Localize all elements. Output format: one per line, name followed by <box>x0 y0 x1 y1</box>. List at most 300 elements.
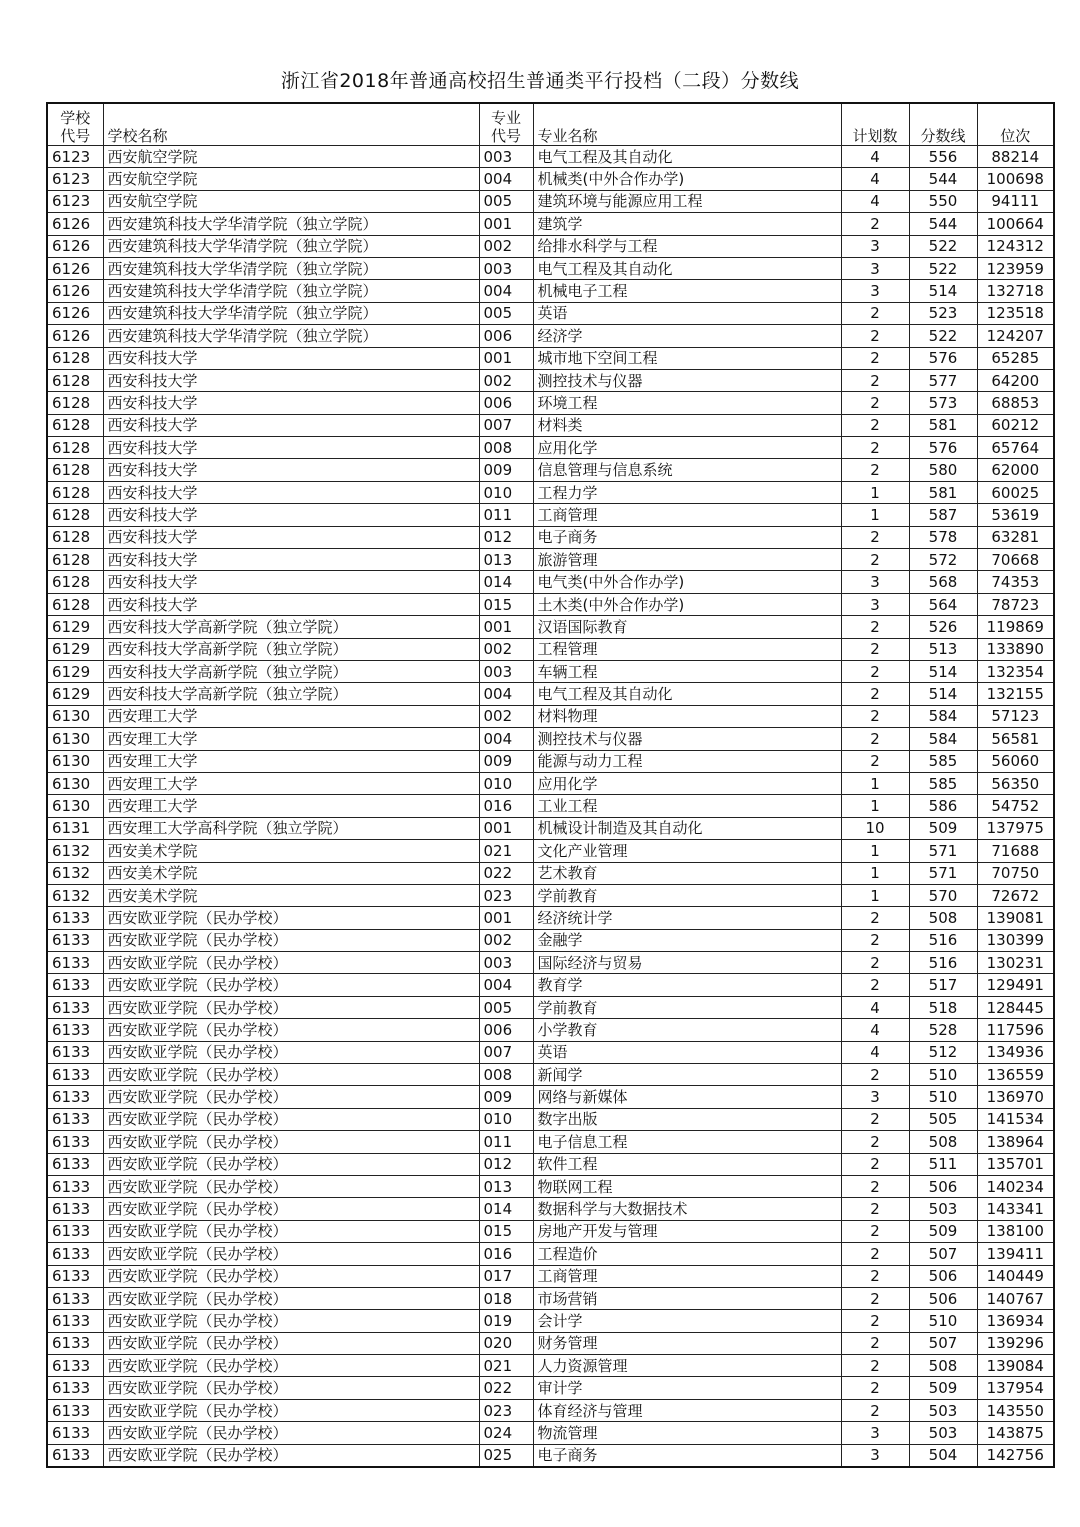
score-cell: 504 <box>909 1444 977 1467</box>
score-cell: 517 <box>909 974 977 996</box>
table-row <box>47 1198 1054 1220</box>
rank-cell: 130231 <box>977 952 1054 974</box>
school-name-cell: 西安欧亚学院（民办学校） <box>103 996 479 1018</box>
major-code-cell: 023 <box>479 1399 533 1421</box>
school-code-cell: 6133 <box>47 1355 103 1377</box>
major-code-cell: 002 <box>479 705 533 727</box>
school-name-cell: 西安建筑科技大学华清学院（独立学院） <box>103 302 479 324</box>
major-name-cell: 建筑学 <box>533 213 841 235</box>
rank-cell: 56060 <box>977 750 1054 772</box>
major-code-cell: 010 <box>479 1108 533 1130</box>
table-row <box>47 1086 1054 1108</box>
score-cell: 576 <box>909 347 977 369</box>
school-name-cell: 西安科技大学 <box>103 392 479 414</box>
school-code-cell: 6130 <box>47 772 103 794</box>
school-name-cell: 西安建筑科技大学华清学院（独立学院） <box>103 325 479 347</box>
school-name-cell: 西安科技大学 <box>103 437 479 459</box>
school-code-cell: 6133 <box>47 952 103 974</box>
major-name-cell: 英语 <box>533 1041 841 1063</box>
score-cell: 503 <box>909 1198 977 1220</box>
major-code-cell: 004 <box>479 974 533 996</box>
school-name-cell: 西安美术学院 <box>103 840 479 862</box>
table-row <box>47 616 1054 638</box>
score-cell: 544 <box>909 168 977 190</box>
school-name-cell: 西安欧亚学院（民办学校） <box>103 1265 479 1287</box>
school-name-cell: 西安科技大学 <box>103 549 479 571</box>
table-row <box>47 1220 1054 1242</box>
school-name-cell: 西安科技大学 <box>103 347 479 369</box>
table-row <box>47 772 1054 794</box>
header-score: 分数线 <box>909 103 977 146</box>
plan-cell: 2 <box>841 1220 909 1242</box>
score-cell: 571 <box>909 840 977 862</box>
school-name-cell: 西安建筑科技大学华清学院（独立学院） <box>103 235 479 257</box>
school-name-cell: 西安欧亚学院（民办学校） <box>103 1153 479 1175</box>
school-code-cell: 6128 <box>47 526 103 548</box>
school-code-cell: 6133 <box>47 907 103 929</box>
school-code-cell: 6133 <box>47 1019 103 1041</box>
score-cell: 526 <box>909 616 977 638</box>
score-cell: 581 <box>909 481 977 503</box>
major-name-cell: 国际经济与贸易 <box>533 952 841 974</box>
table-row <box>47 660 1054 682</box>
major-name-cell: 电子信息工程 <box>533 1131 841 1153</box>
score-cell: 508 <box>909 1355 977 1377</box>
table-row <box>47 146 1054 168</box>
school-name-cell: 西安欧亚学院（民办学校） <box>103 952 479 974</box>
major-code-cell: 001 <box>479 347 533 369</box>
header-school-code: 学校 代号 <box>47 103 103 146</box>
school-name-cell: 西安理工大学 <box>103 728 479 750</box>
rank-cell: 88214 <box>977 146 1054 168</box>
rank-cell: 137975 <box>977 817 1054 839</box>
table-row <box>47 1243 1054 1265</box>
rank-cell: 60025 <box>977 481 1054 503</box>
rank-cell: 63281 <box>977 526 1054 548</box>
plan-cell: 2 <box>841 369 909 391</box>
school-code-cell: 6133 <box>47 1332 103 1354</box>
plan-cell: 2 <box>841 347 909 369</box>
table-row <box>47 705 1054 727</box>
score-cell: 522 <box>909 325 977 347</box>
score-table <box>46 102 1055 1468</box>
school-code-cell: 6133 <box>47 1153 103 1175</box>
major-code-cell: 003 <box>479 660 533 682</box>
rank-cell: 133890 <box>977 638 1054 660</box>
score-cell: 564 <box>909 593 977 615</box>
school-code-cell: 6123 <box>47 190 103 212</box>
school-code-cell: 6128 <box>47 459 103 481</box>
plan-cell: 1 <box>841 884 909 906</box>
school-name-cell: 西安欧亚学院（民办学校） <box>103 1131 479 1153</box>
table-row <box>47 1332 1054 1354</box>
plan-cell: 2 <box>841 1287 909 1309</box>
table-row <box>47 213 1054 235</box>
school-name-cell: 西安欧亚学院（民办学校） <box>103 929 479 951</box>
school-name-cell: 西安理工大学 <box>103 750 479 772</box>
rank-cell: 132354 <box>977 660 1054 682</box>
major-code-cell: 002 <box>479 235 533 257</box>
school-name-cell: 西安科技大学 <box>103 526 479 548</box>
school-name-cell: 西安理工大学 <box>103 705 479 727</box>
plan-cell: 3 <box>841 257 909 279</box>
rank-cell: 100698 <box>977 168 1054 190</box>
header-rank: 位次 <box>977 103 1054 146</box>
major-code-cell: 003 <box>479 257 533 279</box>
score-cell: 584 <box>909 728 977 750</box>
table-row <box>47 840 1054 862</box>
table-row <box>47 1108 1054 1130</box>
major-code-cell: 024 <box>479 1422 533 1444</box>
plan-cell: 2 <box>841 750 909 772</box>
plan-cell: 4 <box>841 190 909 212</box>
plan-cell: 2 <box>841 459 909 481</box>
school-code-cell: 6133 <box>47 1041 103 1063</box>
major-name-cell: 工程力学 <box>533 481 841 503</box>
school-code-cell: 6133 <box>47 1086 103 1108</box>
school-name-cell: 西安科技大学 <box>103 571 479 593</box>
score-cell: 509 <box>909 1220 977 1242</box>
plan-cell: 2 <box>841 1355 909 1377</box>
major-name-cell: 新闻学 <box>533 1064 841 1086</box>
school-code-cell: 6126 <box>47 280 103 302</box>
rank-cell: 65764 <box>977 437 1054 459</box>
major-code-cell: 017 <box>479 1265 533 1287</box>
major-code-cell: 004 <box>479 728 533 750</box>
table-row <box>47 907 1054 929</box>
plan-cell: 2 <box>841 1310 909 1332</box>
school-code-cell: 6126 <box>47 257 103 279</box>
major-code-cell: 016 <box>479 795 533 817</box>
major-code-cell: 019 <box>479 1310 533 1332</box>
rank-cell: 139084 <box>977 1355 1054 1377</box>
major-name-cell: 土木类(中外合作办学) <box>533 593 841 615</box>
school-name-cell: 西安欧亚学院（民办学校） <box>103 1086 479 1108</box>
score-cell: 556 <box>909 146 977 168</box>
score-cell: 511 <box>909 1153 977 1175</box>
school-name-cell: 西安欧亚学院（民办学校） <box>103 1108 479 1130</box>
major-name-cell: 人力资源管理 <box>533 1355 841 1377</box>
school-name-cell: 西安科技大学 <box>103 504 479 526</box>
major-name-cell: 小学教育 <box>533 1019 841 1041</box>
school-name-cell: 西安科技大学 <box>103 414 479 436</box>
major-code-cell: 003 <box>479 146 533 168</box>
score-cell: 577 <box>909 369 977 391</box>
score-cell: 510 <box>909 1086 977 1108</box>
table-row <box>47 325 1054 347</box>
rank-cell: 60212 <box>977 414 1054 436</box>
table-row <box>47 1377 1054 1399</box>
score-cell: 507 <box>909 1332 977 1354</box>
school-code-cell: 6133 <box>47 1198 103 1220</box>
major-code-cell: 010 <box>479 481 533 503</box>
score-cell: 544 <box>909 213 977 235</box>
school-code-cell: 6133 <box>47 1444 103 1467</box>
school-code-cell: 6132 <box>47 862 103 884</box>
table-row <box>47 347 1054 369</box>
school-name-cell: 西安科技大学高新学院（独立学院） <box>103 616 479 638</box>
table-row <box>47 280 1054 302</box>
major-code-cell: 001 <box>479 817 533 839</box>
major-name-cell: 给排水科学与工程 <box>533 235 841 257</box>
rank-cell: 78723 <box>977 593 1054 615</box>
major-code-cell: 006 <box>479 1019 533 1041</box>
major-code-cell: 022 <box>479 1377 533 1399</box>
school-name-cell: 西安航空学院 <box>103 190 479 212</box>
school-code-cell: 6128 <box>47 481 103 503</box>
school-code-cell: 6128 <box>47 593 103 615</box>
header-plan: 计划数 <box>841 103 909 146</box>
school-code-cell: 6133 <box>47 1064 103 1086</box>
table-row <box>47 795 1054 817</box>
table-row <box>47 974 1054 996</box>
school-code-cell: 6133 <box>47 996 103 1018</box>
school-code-cell: 6133 <box>47 1243 103 1265</box>
major-name-cell: 工业工程 <box>533 795 841 817</box>
major-code-cell: 004 <box>479 280 533 302</box>
rank-cell: 141534 <box>977 1108 1054 1130</box>
school-code-cell: 6129 <box>47 683 103 705</box>
table-row <box>47 1287 1054 1309</box>
school-name-cell: 西安科技大学高新学院（独立学院） <box>103 638 479 660</box>
table-row <box>47 817 1054 839</box>
school-name-cell: 西安科技大学高新学院（独立学院） <box>103 683 479 705</box>
school-name-cell: 西安美术学院 <box>103 862 479 884</box>
plan-cell: 2 <box>841 1243 909 1265</box>
school-name-cell: 西安建筑科技大学华清学院（独立学院） <box>103 257 479 279</box>
school-name-cell: 西安欧亚学院（民办学校） <box>103 1377 479 1399</box>
score-cell: 584 <box>909 705 977 727</box>
rank-cell: 139411 <box>977 1243 1054 1265</box>
plan-cell: 2 <box>841 437 909 459</box>
rank-cell: 124312 <box>977 235 1054 257</box>
plan-cell: 4 <box>841 146 909 168</box>
score-cell: 516 <box>909 929 977 951</box>
major-code-cell: 015 <box>479 593 533 615</box>
plan-cell: 3 <box>841 1444 909 1467</box>
school-name-cell: 西安航空学院 <box>103 168 479 190</box>
table-row <box>47 369 1054 391</box>
table-row <box>47 459 1054 481</box>
major-code-cell: 009 <box>479 459 533 481</box>
school-code-cell: 6123 <box>47 146 103 168</box>
major-code-cell: 001 <box>479 213 533 235</box>
major-name-cell: 电气工程及其自动化 <box>533 257 841 279</box>
major-name-cell: 机械设计制造及其自动化 <box>533 817 841 839</box>
table-row <box>47 1131 1054 1153</box>
table-row <box>47 1019 1054 1041</box>
score-cell: 576 <box>909 437 977 459</box>
major-code-cell: 002 <box>479 638 533 660</box>
school-name-cell: 西安欧亚学院（民办学校） <box>103 1064 479 1086</box>
major-name-cell: 市场营销 <box>533 1287 841 1309</box>
plan-cell: 2 <box>841 1131 909 1153</box>
major-name-cell: 电气工程及其自动化 <box>533 146 841 168</box>
rank-cell: 132155 <box>977 683 1054 705</box>
rank-cell: 143875 <box>977 1422 1054 1444</box>
plan-cell: 2 <box>841 1399 909 1421</box>
major-code-cell: 007 <box>479 1041 533 1063</box>
major-code-cell: 025 <box>479 1444 533 1467</box>
major-code-cell: 021 <box>479 1355 533 1377</box>
school-name-cell: 西安欧亚学院（民办学校） <box>103 907 479 929</box>
major-code-cell: 003 <box>479 952 533 974</box>
plan-cell: 2 <box>841 952 909 974</box>
plan-cell: 4 <box>841 1019 909 1041</box>
rank-cell: 94111 <box>977 190 1054 212</box>
table-row <box>47 302 1054 324</box>
score-cell: 506 <box>909 1287 977 1309</box>
rank-cell: 56350 <box>977 772 1054 794</box>
rank-cell: 119869 <box>977 616 1054 638</box>
major-name-cell: 经济统计学 <box>533 907 841 929</box>
table-row <box>47 1265 1054 1287</box>
rank-cell: 71688 <box>977 840 1054 862</box>
plan-cell: 2 <box>841 302 909 324</box>
plan-cell: 3 <box>841 1086 909 1108</box>
major-name-cell: 艺术教育 <box>533 862 841 884</box>
score-cell: 503 <box>909 1399 977 1421</box>
score-cell: 513 <box>909 638 977 660</box>
major-name-cell: 数字出版 <box>533 1108 841 1130</box>
rank-cell: 136970 <box>977 1086 1054 1108</box>
rank-cell: 68853 <box>977 392 1054 414</box>
plan-cell: 2 <box>841 638 909 660</box>
school-name-cell: 西安理工大学高科学院（独立学院） <box>103 817 479 839</box>
school-name-cell: 西安欧亚学院（民办学校） <box>103 1332 479 1354</box>
school-name-cell: 西安欧亚学院（民办学校） <box>103 1220 479 1242</box>
major-name-cell: 文化产业管理 <box>533 840 841 862</box>
rank-cell: 130399 <box>977 929 1054 951</box>
school-code-cell: 6133 <box>47 929 103 951</box>
major-name-cell: 电气类(中外合作办学) <box>533 571 841 593</box>
plan-cell: 2 <box>841 1198 909 1220</box>
plan-cell: 2 <box>841 907 909 929</box>
major-name-cell: 应用化学 <box>533 772 841 794</box>
major-code-cell: 020 <box>479 1332 533 1354</box>
score-cell: 514 <box>909 660 977 682</box>
plan-cell: 3 <box>841 593 909 615</box>
rank-cell: 53619 <box>977 504 1054 526</box>
rank-cell: 56581 <box>977 728 1054 750</box>
major-code-cell: 015 <box>479 1220 533 1242</box>
major-name-cell: 工商管理 <box>533 1265 841 1287</box>
header-school-name: 学校名称 <box>103 103 479 146</box>
school-code-cell: 6133 <box>47 1310 103 1332</box>
major-name-cell: 物联网工程 <box>533 1175 841 1197</box>
rank-cell: 123518 <box>977 302 1054 324</box>
score-cell: 505 <box>909 1108 977 1130</box>
plan-cell: 2 <box>841 1265 909 1287</box>
score-cell: 571 <box>909 862 977 884</box>
plan-cell: 4 <box>841 1041 909 1063</box>
plan-cell: 3 <box>841 571 909 593</box>
table-row <box>47 1399 1054 1421</box>
major-name-cell: 电子商务 <box>533 1444 841 1467</box>
score-cell: 510 <box>909 1064 977 1086</box>
plan-cell: 2 <box>841 929 909 951</box>
rank-cell: 136559 <box>977 1064 1054 1086</box>
major-name-cell: 材料物理 <box>533 705 841 727</box>
school-name-cell: 西安科技大学 <box>103 459 479 481</box>
plan-cell: 4 <box>841 168 909 190</box>
score-cell: 508 <box>909 907 977 929</box>
table-row <box>47 571 1054 593</box>
major-code-cell: 002 <box>479 929 533 951</box>
major-name-cell: 建筑环境与能源应用工程 <box>533 190 841 212</box>
major-name-cell: 工程造价 <box>533 1243 841 1265</box>
major-code-cell: 004 <box>479 168 533 190</box>
plan-cell: 2 <box>841 705 909 727</box>
major-code-cell: 011 <box>479 504 533 526</box>
school-name-cell: 西安欧亚学院（民办学校） <box>103 1175 479 1197</box>
school-name-cell: 西安建筑科技大学华清学院（独立学院） <box>103 213 479 235</box>
score-cell: 516 <box>909 952 977 974</box>
table-row <box>47 414 1054 436</box>
major-name-cell: 房地产开发与管理 <box>533 1220 841 1242</box>
score-cell: 509 <box>909 1377 977 1399</box>
rank-cell: 124207 <box>977 325 1054 347</box>
plan-cell: 1 <box>841 840 909 862</box>
rank-cell: 132718 <box>977 280 1054 302</box>
school-code-cell: 6133 <box>47 1422 103 1444</box>
major-name-cell: 环境工程 <box>533 392 841 414</box>
score-cell: 550 <box>909 190 977 212</box>
rank-cell: 57123 <box>977 705 1054 727</box>
rank-cell: 137954 <box>977 1377 1054 1399</box>
plan-cell: 1 <box>841 481 909 503</box>
rank-cell: 70668 <box>977 549 1054 571</box>
major-code-cell: 021 <box>479 840 533 862</box>
plan-cell: 1 <box>841 772 909 794</box>
major-name-cell: 审计学 <box>533 1377 841 1399</box>
major-code-cell: 011 <box>479 1131 533 1153</box>
school-code-cell: 6128 <box>47 347 103 369</box>
rank-cell: 135701 <box>977 1153 1054 1175</box>
score-cell: 581 <box>909 414 977 436</box>
plan-cell: 2 <box>841 616 909 638</box>
plan-cell: 2 <box>841 1064 909 1086</box>
major-code-cell: 009 <box>479 1086 533 1108</box>
school-name-cell: 西安欧亚学院（民办学校） <box>103 1444 479 1467</box>
page-title: 浙江省2018年普通高校招生普通类平行投档（二段）分数线 <box>280 70 800 92</box>
score-cell: 512 <box>909 1041 977 1063</box>
score-cell: 509 <box>909 817 977 839</box>
school-name-cell: 西安建筑科技大学华清学院（独立学院） <box>103 280 479 302</box>
major-code-cell: 009 <box>479 750 533 772</box>
major-name-cell: 测控技术与仪器 <box>533 728 841 750</box>
school-name-cell: 西安航空学院 <box>103 146 479 168</box>
school-code-cell: 6129 <box>47 660 103 682</box>
table-row <box>47 683 1054 705</box>
table-row <box>47 190 1054 212</box>
plan-cell: 3 <box>841 235 909 257</box>
plan-cell: 10 <box>841 817 909 839</box>
school-code-cell: 6128 <box>47 549 103 571</box>
rank-cell: 143550 <box>977 1399 1054 1421</box>
score-cell: 508 <box>909 1131 977 1153</box>
school-code-cell: 6130 <box>47 728 103 750</box>
rank-cell: 139296 <box>977 1332 1054 1354</box>
plan-cell: 2 <box>841 414 909 436</box>
school-name-cell: 西安欧亚学院（民办学校） <box>103 1243 479 1265</box>
school-name-cell: 西安欧亚学院（民办学校） <box>103 1019 479 1041</box>
major-code-cell: 002 <box>479 369 533 391</box>
plan-cell: 2 <box>841 974 909 996</box>
score-cell: 573 <box>909 392 977 414</box>
score-cell: 528 <box>909 1019 977 1041</box>
major-code-cell: 006 <box>479 325 533 347</box>
